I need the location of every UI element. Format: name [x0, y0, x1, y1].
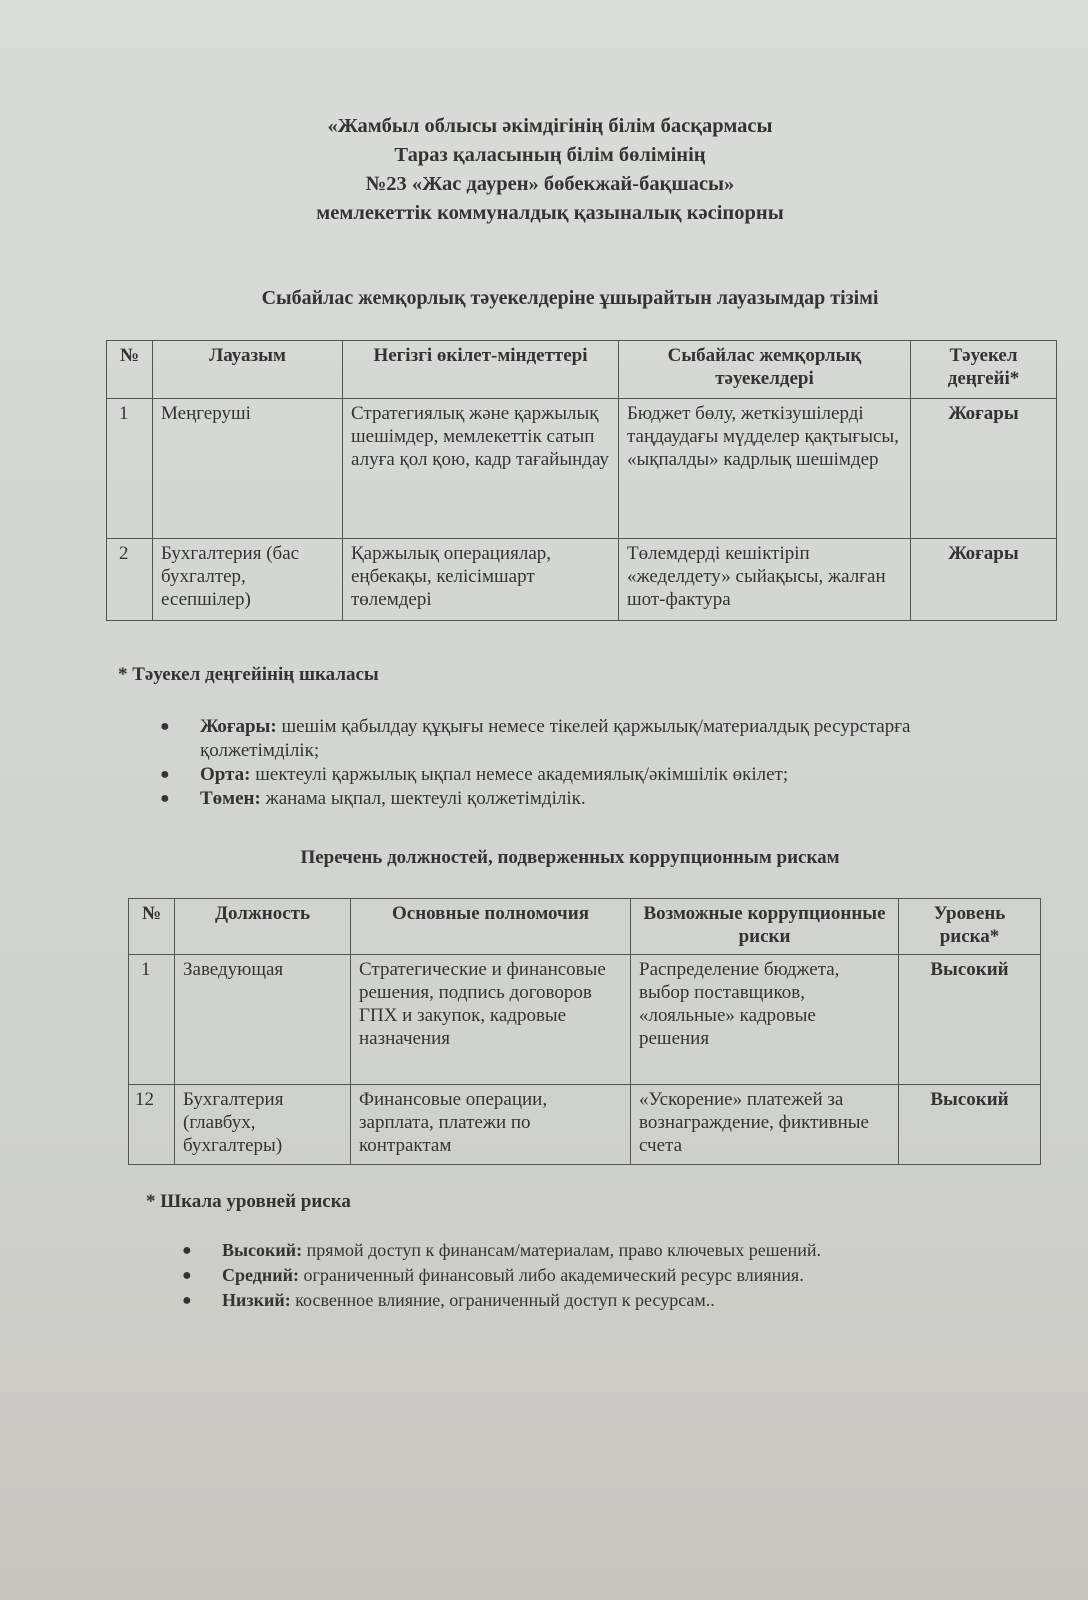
- column-header: Тәуекел деңгейі*: [911, 341, 1057, 399]
- scale-text: жанама ықпал, шектеулі қолжетімділік.: [260, 788, 586, 809]
- table-row: [107, 399, 1057, 539]
- bullet-icon: ●: [160, 790, 170, 807]
- scale-label: Жоғары:: [200, 716, 277, 737]
- scale-item: [160, 763, 980, 787]
- ru-scale-title: * Шкала уровней риска: [146, 1191, 351, 1212]
- header-line: «Жамбыл облысы әкімдігінің білім басқармасы: [327, 115, 773, 137]
- scale-item: [160, 715, 980, 763]
- scale-text: шектеулі қаржылық ықпал немесе академиялық/әкімшілік өкілет;: [250, 764, 789, 785]
- scale-text: прямой доступ к финансам/материалам, право ключевых решений.: [302, 1240, 821, 1260]
- header-line: №23 «Жас даурен» бөбекжай-бақшасы»: [365, 173, 735, 195]
- ru-positions-table: [128, 898, 1041, 1165]
- scale-label: Төмен:: [200, 788, 261, 809]
- table-header-row: [107, 341, 1057, 399]
- row-duties: Стратегические и финансовые решения, подпись договоров ГПХ и закупок, кадровые назначения: [351, 955, 631, 1085]
- table-row: [107, 539, 1057, 621]
- row-risks: «Ускорение» платежей за вознаграждение, фиктивные счета: [631, 1085, 899, 1165]
- scale-item: [182, 1238, 1002, 1263]
- column-header: Негізгі өкілет-міндеттері: [343, 341, 619, 399]
- table-row: [129, 955, 1041, 1085]
- scale-text: косвенное влияние, ограниченный доступ к ресурсам..: [290, 1290, 715, 1310]
- column-header: Основные полномочия: [351, 899, 631, 955]
- row-risk-level: Высокий: [899, 1085, 1041, 1165]
- bullet-icon: ●: [160, 718, 170, 735]
- scale-label: Высокий:: [222, 1240, 303, 1260]
- row-number: 2: [107, 539, 153, 621]
- table-row: [129, 1085, 1041, 1165]
- column-header: №: [107, 341, 153, 399]
- kz-section-title: Сыбайлас жемқорлық тәуекелдеріне ұшырайтын лауазымдар тізімі: [261, 287, 879, 309]
- ru-scale-list: [182, 1238, 1002, 1313]
- bullet-icon: ●: [182, 1242, 192, 1259]
- header-line: Тараз қаласының білім бөлімінің: [394, 144, 706, 166]
- header-line: мемлекеттік коммуналдық қазыналық кәсіпорны: [316, 202, 784, 224]
- column-header: №: [129, 899, 175, 955]
- column-header: Возможные коррупционные риски: [631, 899, 899, 955]
- row-position: Заведующая: [175, 955, 351, 1085]
- table-header-row: [129, 899, 1041, 955]
- row-duties: Стратегиялық және қаржылық шешімдер, мемлекеттік сатып алуға қол қою, кадр тағайындау: [343, 399, 619, 539]
- bullet-icon: ●: [182, 1267, 192, 1284]
- scale-text: ограниченный финансовый либо академический ресурс влияния.: [298, 1265, 804, 1285]
- row-duties: Финансовые операции, зарплата, платежи по контрактам: [351, 1085, 631, 1165]
- column-header: Должность: [175, 899, 351, 955]
- scale-item: [182, 1263, 1002, 1288]
- row-risk-level: Жоғары: [911, 539, 1057, 621]
- scale-label: Средний:: [222, 1265, 299, 1285]
- row-number: 1: [129, 955, 175, 1085]
- bullet-icon: ●: [182, 1292, 192, 1309]
- row-number: 12: [129, 1085, 175, 1165]
- row-risks: Бюджет бөлу, жеткізушілерді таңдаудағы мүдделер қақтығысы, «ықпалды» кадрлық шешімдер: [619, 399, 911, 539]
- row-risk-level: Жоғары: [911, 399, 1057, 539]
- ru-section-title: Перечень должностей, подверженных коррупционным рискам: [300, 847, 840, 868]
- row-number: 1: [107, 399, 153, 539]
- scale-item: [182, 1288, 1002, 1313]
- row-position: Меңгеруші: [153, 399, 343, 539]
- scale-item: [160, 787, 980, 811]
- row-risks: Распределение бюджета, выбор поставщиков, «лояльные» кадровые решения: [631, 955, 899, 1085]
- row-risks: Төлемдерді кешіктіріп «жеделдету» сыйақысы, жалған шот-фактура: [619, 539, 911, 621]
- kz-scale-title: * Тәуекел деңгейінің шкаласы: [118, 664, 379, 685]
- kz-positions-table: [106, 340, 1057, 621]
- kz-scale-list: [160, 715, 980, 811]
- column-header: Лауазым: [153, 341, 343, 399]
- scale-label: Орта:: [200, 764, 251, 785]
- scale-label: Низкий:: [222, 1290, 291, 1310]
- bullet-icon: ●: [160, 766, 170, 783]
- row-position: Бухгалтерия (главбух, бухгалтеры): [175, 1085, 351, 1165]
- organization-header: [200, 112, 900, 228]
- column-header: Сыбайлас жемқорлық тәуекелдері: [619, 341, 911, 399]
- row-position: Бухгалтерия (бас бухгалтер, есепшілер): [153, 539, 343, 621]
- row-duties: Қаржылық операциялар, еңбекақы, келісімшарт төлемдері: [343, 539, 619, 621]
- row-risk-level: Высокий: [899, 955, 1041, 1085]
- scale-text: шешім қабылдау құқығы немесе тікелей қаржылық/материалдық ресурстарға қолжетімділік;: [200, 716, 911, 761]
- column-header: Уровень риска*: [899, 899, 1041, 955]
